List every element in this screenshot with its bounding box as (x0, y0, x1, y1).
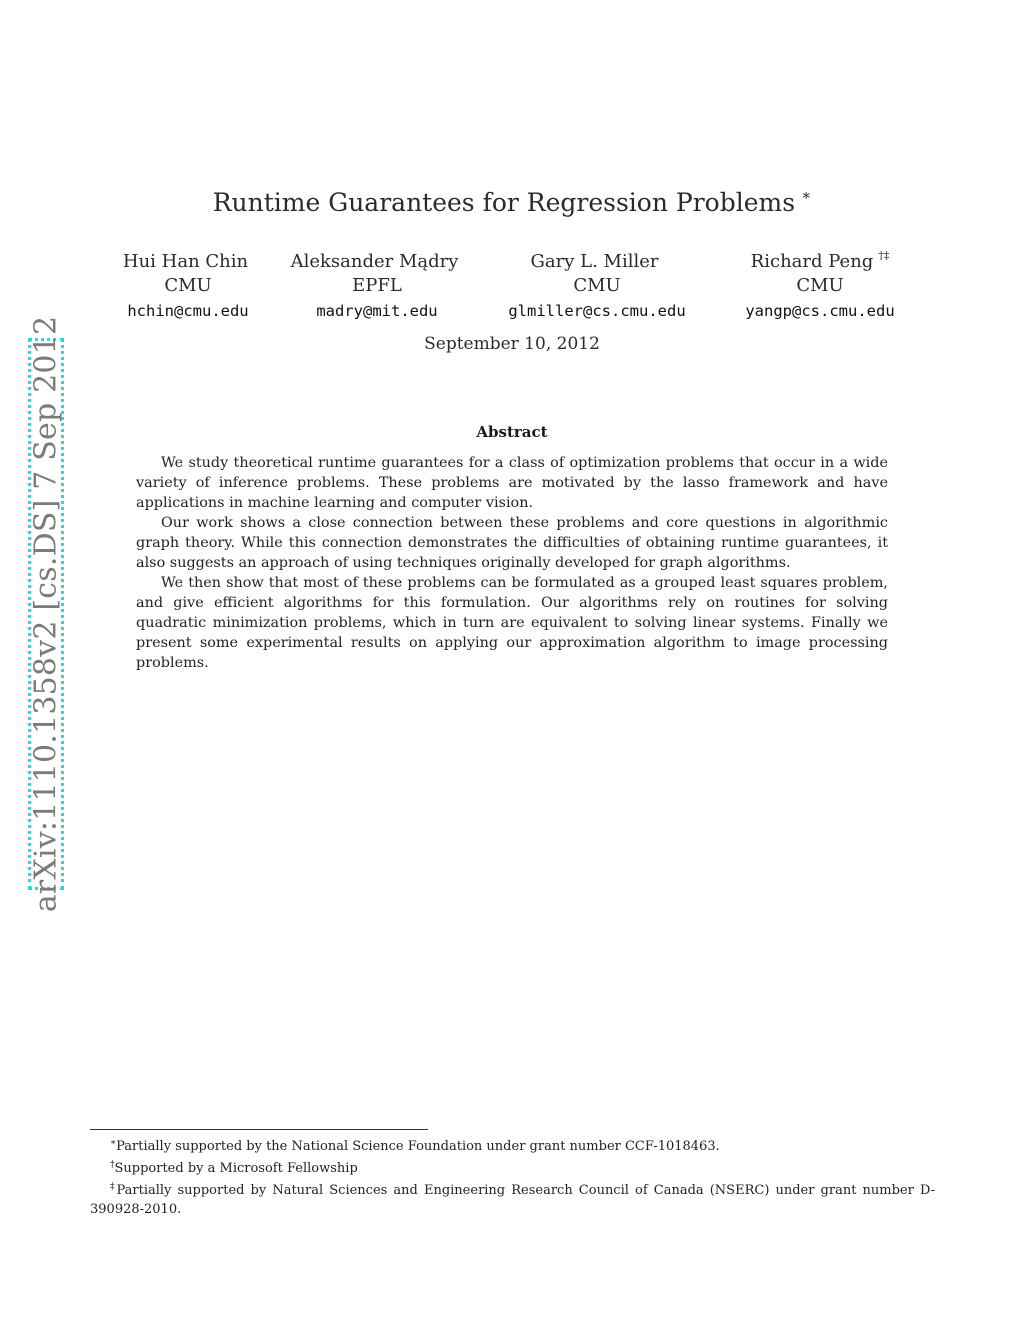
arxiv-stamp-text: arXiv:1110.1358v2 [cs.DS] 7 Sep 2012 (28, 315, 64, 913)
footnote-text: Supported by a Microsoft Fellowship (114, 1161, 358, 1176)
footnote-text: Partially supported by Natural Sciences and Engineering Research Council of Canada (NSERC) under grant number D-390928-2010. (90, 1183, 935, 1217)
author-block (695, 244, 945, 323)
footnote (90, 1134, 935, 1156)
author-email[interactable]: hchin@cmu.edu (127, 302, 249, 320)
abstract-body (136, 453, 888, 673)
author-affiliation: CMU (573, 275, 621, 296)
abstract-heading: Abstract (476, 423, 548, 441)
author-email[interactable]: glmiller@cs.cmu.edu (508, 302, 686, 320)
footnote (90, 1178, 935, 1219)
abstract-paragraph: We then show that most of these problems can be formulated as a grouped least squares problem, and give efficient algorithms for this formulation. Our algorithms rely on routines for solving quadratic minimization problems, which in turn are equivalent to solving linear systems. Finally we present some experimental results on applying our approximation algorithm to image processing problems. (136, 575, 888, 671)
author-name-line (252, 244, 502, 274)
title-footnote-mark: ∗ (801, 186, 812, 204)
author-block (252, 244, 502, 323)
author-name: Gary L. Miller (530, 251, 659, 272)
author-affiliation: CMU (796, 275, 844, 296)
footnote-mark: ‡ (110, 1182, 117, 1192)
arxiv-stamp (28, 315, 64, 913)
paper-date: September 10, 2012 (424, 334, 600, 354)
author-name: Aleksander Mądry (290, 251, 459, 272)
abstract-paragraph: Our work shows a close connection between these problems and core questions in algorithmic graph theory. While this connection demonstrates the difficulties of obtaining runtime guarantees, it also suggests an approach of using techniques originally developed for graph algorithms. (136, 515, 888, 571)
author-email[interactable]: madry@mit.edu (316, 302, 438, 320)
footnote-mark: † (110, 1160, 115, 1170)
author-footnote-mark: †‡ (878, 249, 890, 262)
abstract-paragraph: We study theoretical runtime guarantees for a class of optimization problems that occur in a wide variety of inference problems. These problems are motivated by the lasso framework and have applications in machine learning and computer vision. (136, 455, 888, 511)
paper-title (0, 186, 1024, 217)
author-affiliation: CMU (164, 275, 212, 296)
footnote-text: Partially supported by the National Science Foundation under grant number CCF-1018463. (116, 1139, 720, 1154)
footnote-mark: ∗ (110, 1138, 117, 1148)
author-name: Hui Han Chin (122, 251, 249, 272)
author-email[interactable]: yangp@cs.cmu.edu (745, 302, 895, 320)
footnote-rule (90, 1129, 428, 1130)
author-name: Richard Peng (750, 251, 874, 272)
footnote (90, 1156, 935, 1178)
footnotes (90, 1134, 935, 1219)
author-block (472, 244, 722, 323)
author-name-line (472, 244, 722, 274)
paper-title-text: Runtime Guarantees for Regression Problems (212, 188, 796, 217)
author-name-line (695, 244, 945, 274)
author-affiliation: EPFL (352, 275, 402, 296)
